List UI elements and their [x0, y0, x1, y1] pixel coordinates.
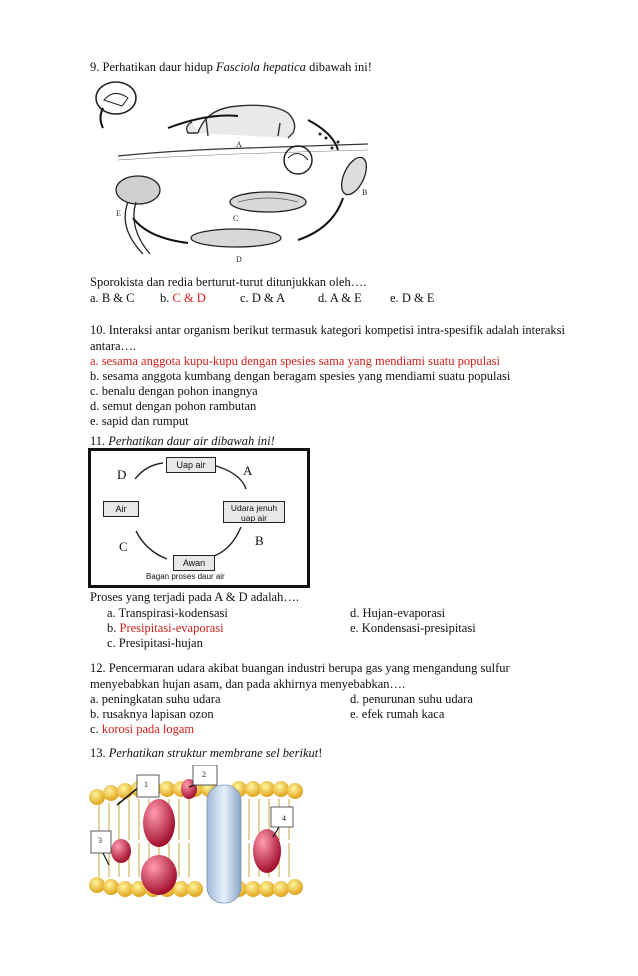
- q12-option-c[interactable]: c. korosi pada logam: [90, 722, 195, 736]
- fig9-label-c: C: [233, 214, 239, 223]
- q10-stem-line2: antara….: [90, 339, 137, 353]
- q11-stem: 11. Perhatikan daur air dibawah ini!: [90, 434, 275, 448]
- membrane-label-4: 4: [282, 814, 286, 823]
- q12-option-a[interactable]: a. peningkatan suhu udara: [90, 692, 221, 706]
- diagram-caption: Bagan proses daur air: [146, 572, 225, 581]
- q13-stem: 13. Perhatikan struktur membrane sel berikut!: [90, 746, 323, 760]
- q10-option-c[interactable]: c. benalu dengan pohon inangnya: [90, 384, 258, 398]
- q9-option-a[interactable]: a. B & C: [90, 291, 135, 305]
- fig9-label-d: D: [236, 255, 242, 264]
- q11-question: Proses yang terjadi pada A & D adalah….: [90, 590, 299, 604]
- fig9-label-e: E: [116, 209, 121, 218]
- udara-jenuh-line2: uap air: [241, 513, 267, 523]
- udara-jenuh-line1: Udara jenuh: [230, 503, 278, 513]
- box-air: Air: [103, 501, 139, 517]
- q12-option-b[interactable]: b. rusaknya lapisan ozon: [90, 707, 214, 721]
- box-uap-air: Uap air: [166, 457, 216, 473]
- q9-question: Sporokista dan redia berturut-turut ditunjukkan oleh….: [90, 275, 367, 289]
- q10-stem-line1: 10. Interaksi antar organism berikut termasuk kategori kompetisi intra-spesifik adalah interaksi: [90, 323, 565, 337]
- q11-option-b[interactable]: b. Presipitasi-evaporasi: [107, 621, 224, 635]
- box-udara-jenuh: [223, 501, 285, 523]
- q9-option-b[interactable]: b. C & D: [160, 291, 206, 305]
- q12-option-e[interactable]: e. efek rumah kaca: [350, 707, 445, 721]
- q11-option-c[interactable]: c. Presipitasi-hujan: [107, 636, 203, 650]
- label-b: B: [255, 533, 264, 548]
- q12-stem-line1: 12. Pencermaran udara akibat buangan industri berupa gas yang mengandung sulfur: [90, 661, 510, 675]
- q9-option-e[interactable]: e. D & E: [390, 291, 435, 305]
- q10-option-d[interactable]: d. semut dengan pohon rambutan: [90, 399, 257, 413]
- membrane-label-2: 2: [202, 770, 206, 779]
- cell-membrane-figure: [89, 765, 305, 907]
- label-c: C: [119, 539, 128, 554]
- label-d: D: [117, 467, 127, 482]
- q12-option-d[interactable]: d. penurunan suhu udara: [350, 692, 473, 706]
- q11-option-d[interactable]: d. Hujan-evaporasi: [350, 606, 446, 620]
- q11-option-a[interactable]: a. Transpirasi-kodensasi: [107, 606, 228, 620]
- fig9-label-b: B: [362, 188, 368, 197]
- membrane-label-1: 1: [144, 780, 148, 789]
- q9-option-c[interactable]: c. D & A: [240, 291, 286, 305]
- box-awan: Awan: [173, 555, 215, 571]
- fig9-label-a: A: [236, 140, 242, 149]
- q10-option-a[interactable]: a. sesama anggota kupu-kupu dengan spesies sama yang mendiami suatu populasi: [90, 354, 500, 368]
- q9-option-d[interactable]: d. A & E: [318, 291, 362, 305]
- fasciola-lifecycle-figure: [88, 78, 378, 266]
- q10-option-b[interactable]: b. sesama anggota kumbang dengan beragam spesies yang mendiami suatu populasi: [90, 369, 511, 383]
- q11-option-e[interactable]: e. Kondensasi-presipitasi: [350, 621, 476, 635]
- q10-option-e[interactable]: e. sapid dan rumput: [90, 414, 189, 428]
- q9-stem: 9. Perhatikan daur hidup Fasciola hepatica dibawah ini!: [90, 60, 372, 74]
- water-cycle-diagram: [88, 448, 310, 588]
- label-a: A: [243, 463, 253, 478]
- q12-stem-line2: menyebabkan hujan asam, dan pada akhirnya menyebabkan….: [90, 677, 406, 691]
- membrane-label-3: 3: [98, 836, 102, 845]
